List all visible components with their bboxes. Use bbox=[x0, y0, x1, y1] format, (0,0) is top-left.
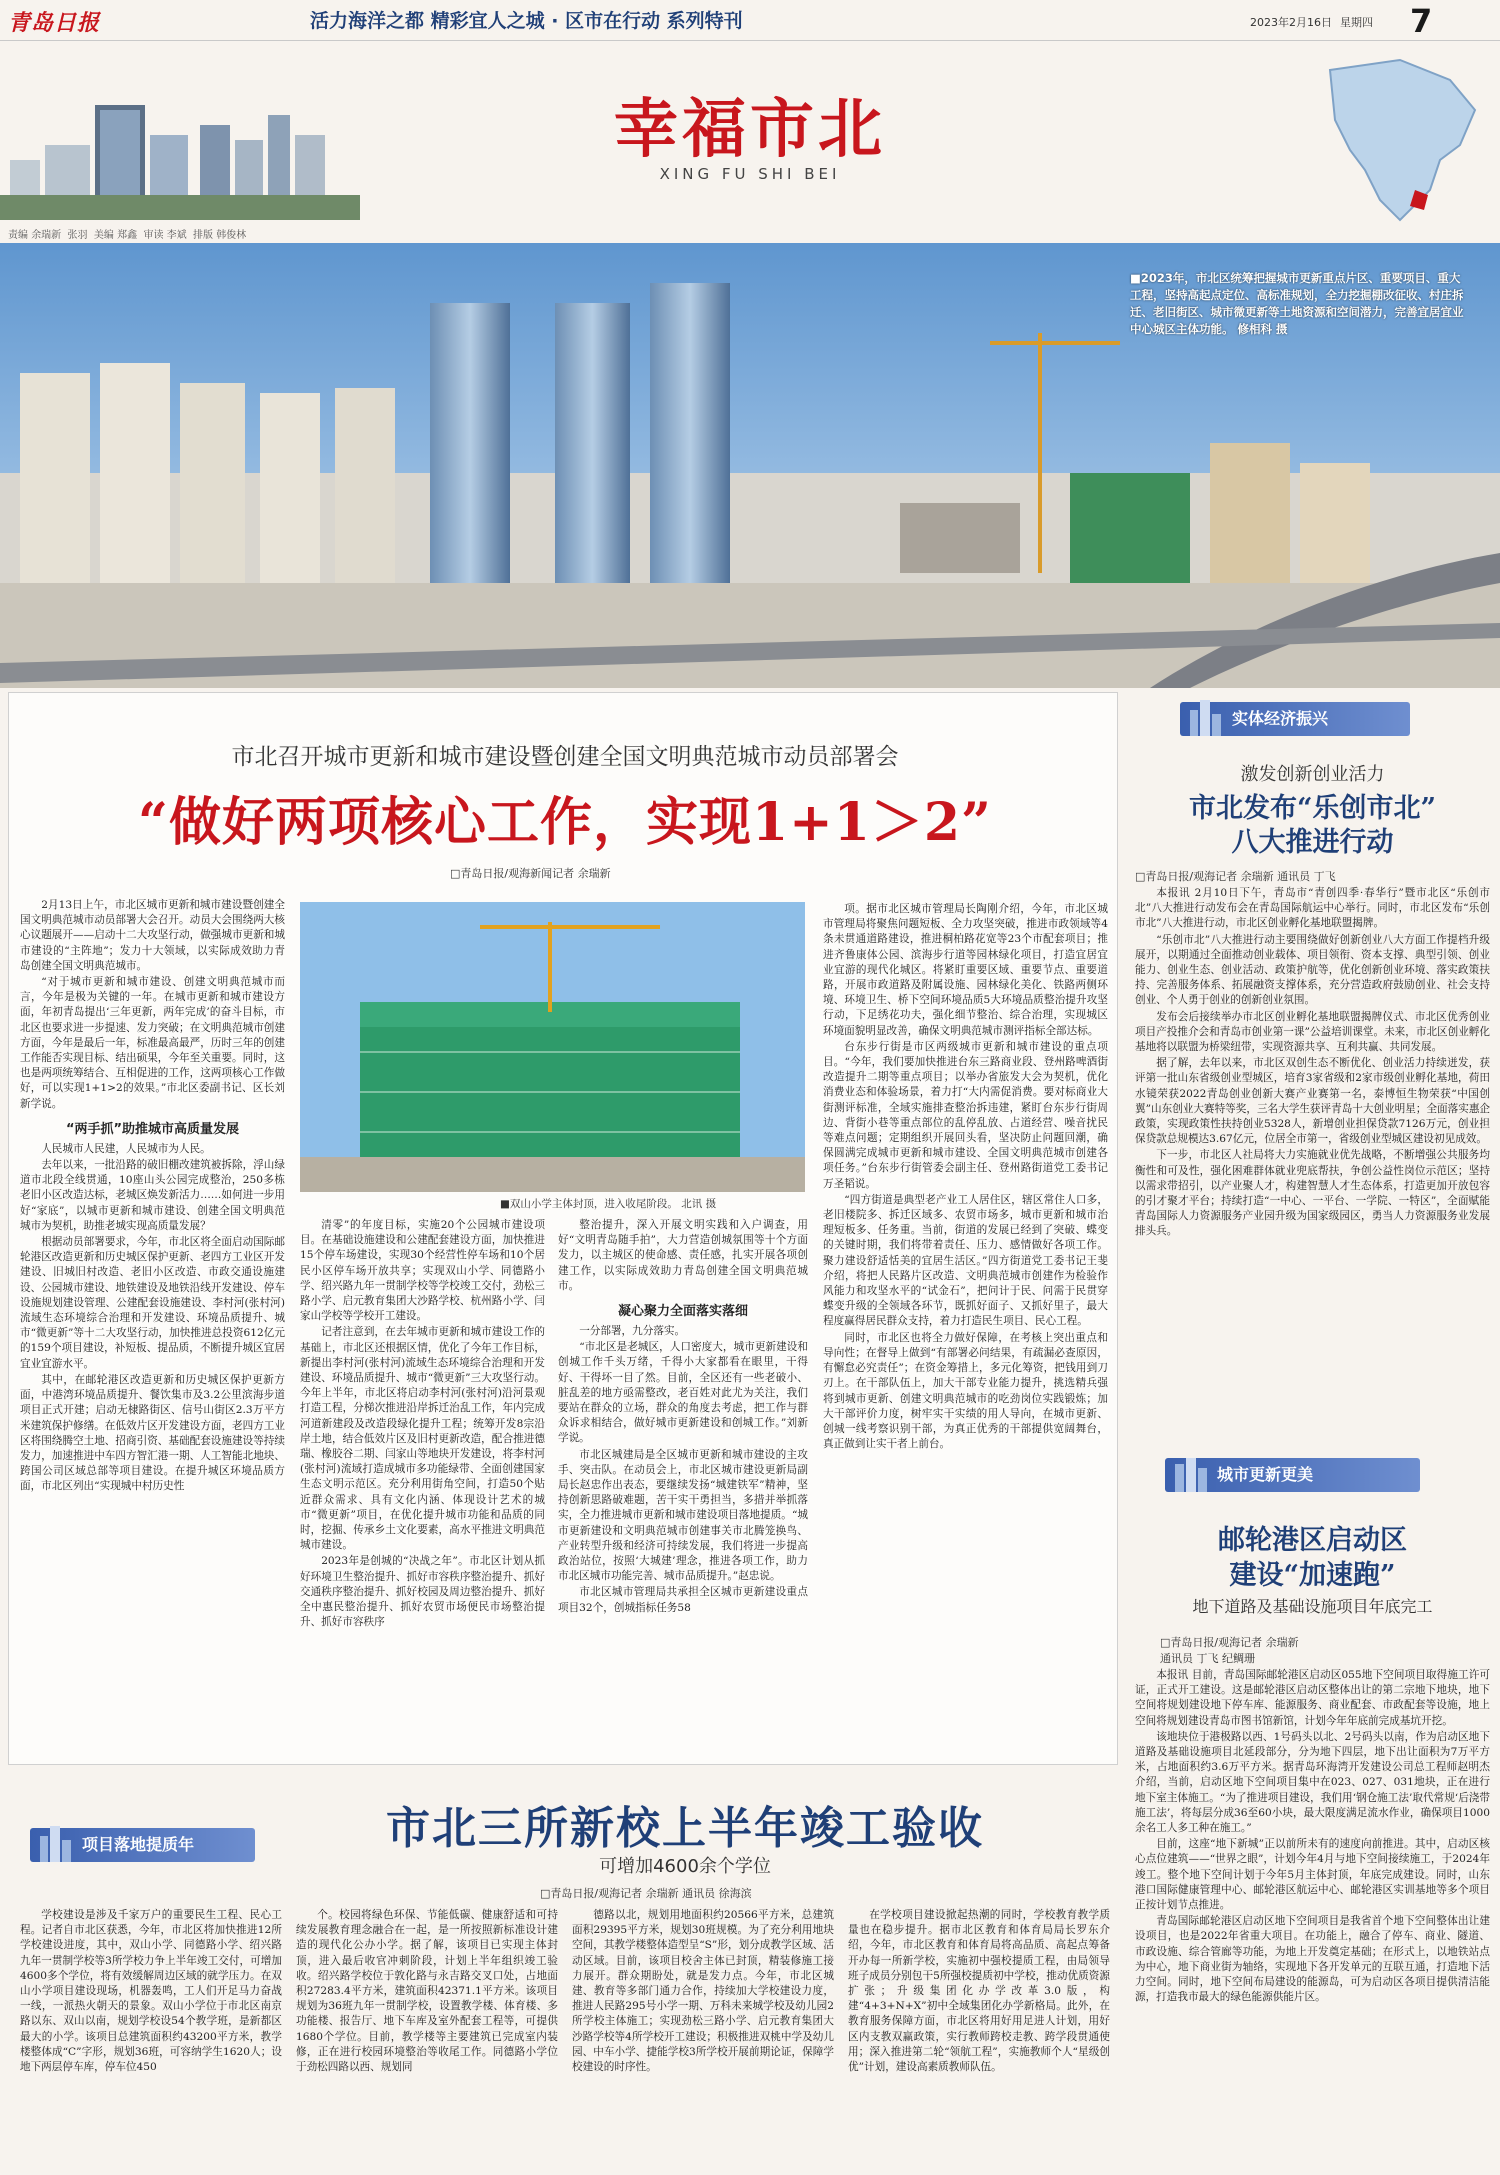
right2-headline-2: 建设“加速跑” bbox=[1229, 1560, 1396, 1591]
paragraph: 根据动员部署要求，今年，市北区将全面启动国际邮轮港区改造更新和历史城区保护更新、老四方工业区开发建设、旧城旧村改造、老旧小区改造、市政交通设施建设、公园城市建设、地铁建设及地铁沿线开发建设、停车设施规划建设管理、公建配套设施建设、李村河(张村河)流域生态环境综合治理和开发建设、环境品质提升、城市“微更新”等十二大攻坚行动，加快推进总投资612亿元的159个项目建设，补短板、提品质，不断提升城区宜居宜业宜游水平。 bbox=[20, 1236, 285, 1370]
buildings-icon bbox=[1186, 696, 1226, 736]
paragraph: 个。校园将绿色环保、节能低碳、健康舒适和可持续发展教育理念融合在一起，是一所按照新标准设计建造的现代化公办小学。据了解，该项目已实现主体封顶，进入最后收官冲刺阶段，计划上半年组织竣工验收。绍兴路学校位于敦化路与永吉路交叉口处，占地面积27283.4平方米，建筑面积42371.1平方米。该项目规划为36班九年一贯制学校，设置教学楼、体育楼、多功能楼、报告厅、地下车库及室外配套工程等，可提供1680个学位。目前，教学楼等主要建筑已完成室内装修，正在进行校园环境整治等收尾工作。同德路小学位于劲松四路以西、规划同 bbox=[296, 1909, 558, 2074]
main-headline: “做好两项核心工作，实现1+1＞2” bbox=[138, 792, 992, 853]
paragraph: 项。据市北区城市管理局长陶刚介绍，今年，市北区城市管理局将聚焦问题短板、全力攻坚突破，推进市政领域等4条未贯通道路建设，推进桐柏路花宽等23个市配套项目；推进齐鲁康体公园、滨海步行道等园林绿化项目，打造宜居宜业宜游的现代化城区。将紧盯重要区域、重要节点、重要道路，开展市政道路及附属设施、园林绿化美化、铁路两侧环境、环境卫生、桥下空间环境品质5大环境品质整治提升攻坚行动，下足绣花功夫，强化细节整治、综合治理，实现城区环境面貌明显改善，确保文明典范城市测评指标全部达标。 bbox=[823, 903, 1108, 1037]
masthead-logo: 青岛日报 bbox=[8, 10, 101, 36]
bottom-col-3 bbox=[572, 1908, 834, 2170]
paragraph: 德路以北，规划用地面积约20566平方米，总建筑面积29395平方米，规划30班规模。为了充分利用地块空间，其教学楼整体造型呈“S”形，划分成教学区域、活动区域。目前，该项目校舍主体已封顶，精装修施工接力展开。群众期盼处，就是发力点。今年，市北区城建、教育等多部门通力合作，持续加大学校建设力度，推进人民路295号小学一期、万科未来城学校及幼儿园2所学校主体施工；实现劲松三路小学、启元教育集团大沙路学校等4所学校开工建设；积极推进双桃中学及幼儿园、中车小学、捷能学校3所学校开展前期论证，保障学校建设的时序性。 bbox=[572, 1909, 834, 2074]
right1-body bbox=[1135, 886, 1490, 1401]
paragraph: 学校建设是涉及千家万户的重要民生工程、民心工程。记者自市北区获悉，今年，市北区将加快推进12所学校建设进度，其中，双山小学、同德路小学、绍兴路九年一贯制学校等3所学校力争上半年竣工交付，可增加4600多个学位，将有效缓解周边区域的就学压力。在双山小学项目建设现场，机器轰鸣，工人们开足马力奋战一线，一派热火朝天的景象。双山小学位于市北区南京路以东、双山以南，规划学校设54个教学班，是新都区最大的小学。该项目总建筑面积约43200平方米，教学楼整体成“C”字形，规划36班，可容纳学生1620人；设地下两层停车库，停车位450 bbox=[20, 1909, 282, 2074]
main-col-4 bbox=[823, 902, 1108, 1752]
main-kicker: 市北召开城市更新和城市建设暨创建全国文明典范城市动员部署会 bbox=[231, 744, 899, 770]
image-caption: ■双山小学主体封顶，进入收尾阶段。 北讯 摄 bbox=[500, 1198, 717, 1210]
school-construction-photo bbox=[300, 902, 805, 1192]
bottom-col-4 bbox=[848, 1908, 1110, 2170]
bottom-subhead: 可增加4600余个学位 bbox=[599, 1856, 771, 1877]
paragraph: 据了解，去年以来，市北区双创生态不断优化、创业活力持续迸发，获评第一批山东省级创业型城区，培育3家省级和2家市级创业孵化基地，荷田水镜荣获2022青岛创业创新大赛产业赛第一名，泰博恒生物荣获“中国创翼”山东创业大赛特等奖，三名大学生获评青岛十大创业明星；全面落实惠企政策，实现政策性扶持创业5328人，新增创业担保贷款7126万元，创业担保贷款总规模达3.67亿元，位居全市第一，省级创业型城区建设初见成效。 bbox=[1135, 1057, 1490, 1146]
paragraph: 台东步行街是市区两级城市更新和城市建设的重点项目。“今年，我们要加快推进台东三路商业段、登州路啤酒街改造提升二期等重点项目；以举办省旅发大会为契机，优化消费业态和体验场景，着力打“大内需促消费。要对标商业大街测评标准，全域实施排查整治拆违建，紧盯台东步行街周边、背街小巷等重点部位的乱停乱放、占道经营、噪音扰民等难点问题；定期组织开展回头看，坚决防止问题回潮，确保圆满完成城市更新和城市建设、全国文明典范城市创建各项任务。”台东步行街管委会副主任、登州路街道党工委书记万圣韬说。 bbox=[823, 1040, 1108, 1190]
main-col-2 bbox=[300, 1218, 545, 1753]
paragraph: 目前，这座“地下新城”正以前所未有的速度向前推进。其中，启动区核心点位建筑——“世界之眼”，计划今年4月与地下空间接续施工，于2024年竣工。整个地下空间计划于今年5月主体封顶，年底完成建设。同时，山东港口国际健康管理中心、邮轮港区航运中心、邮轮港区实训基地等多个项目正按计划节点推进。 bbox=[1135, 1838, 1490, 1912]
main-col-1 bbox=[20, 898, 285, 1748]
section-tag-urban: 城市更新更美 bbox=[1165, 1458, 1420, 1492]
paragraph: 去年以来，一批沿路的破旧棚改建筑被拆除，浮山绿道市北段全线贯通，10座山头公园完成整治，250多栋老旧小区改造达标，老城区焕发新活力……如何进一步用好“家底”，以城市更新和城市建设、创建全国文明典范城市为契机，助推老城实现高质量发展？ bbox=[20, 1159, 285, 1232]
right2-byline-1: □青岛日报/观海记者 余瑞新 bbox=[1160, 1636, 1299, 1649]
buildings-icon bbox=[1171, 1452, 1211, 1492]
bottom-byline: □青岛日报/观海记者 余瑞新 通讯员 徐海滨 bbox=[540, 1887, 752, 1900]
section-tag-economy: 实体经济振兴 bbox=[1180, 702, 1410, 736]
paragraph: 发布会后接续举办市北区创业孵化基地联盟揭牌仪式、市北区优秀创业项目产投推介会和青岛市创业第一课”公益培训课堂。未来，市北区创业孵化基地将以联盟为桥梁纽带，实现资源共享、互利共赢、共同发展。 bbox=[1135, 1010, 1490, 1054]
right2-subhead: 地下道路及基础设施项目年底完工 bbox=[1192, 1597, 1433, 1616]
right2-body bbox=[1135, 1668, 1490, 2168]
paragraph: 本报讯 目前，青岛国际邮轮港区启动区055地下空间项目取得施工许可证，正式开工建设。这是邮轮港区启动区整体出让的第二宗地下地块，地下空间将规划建设地下停车库、能源服务、商业配套、市政配套等设施，地上空间将规划建设青岛市图书馆新馆，计划今年年底前完成基坑开挖。 bbox=[1135, 1669, 1490, 1727]
paragraph: 2月13日上午，市北区城市更新和城市建设暨创建全国文明典范城市动员部署大会召开。动员大会围绕两大核心议题展开——启动十二大攻坚行动，做强城市更新和城市建设的“主阵地”；发力十大领域，以实际成效助力青岛创建全国文明典范城市。 bbox=[20, 899, 285, 972]
staff-line: 责编 余瑞新 张羽 美编 郑鑫 审读 李斌 排版 韩俊林 bbox=[8, 230, 247, 241]
paragraph: 下一步，市北区人社局将大力实施就业优先战略，不断增强公共服务均衡性和可及性，强化困难群体就业兜底帮扶，争创公益性岗位示范区；坚持以需求带招引，以产业聚人才，构建智慧人才生态体系，打造更加开放包容的引才聚才平台；持续打造“一中心、一平台、一学院、一特区”，全面赋能青岛国际人力资源服务产业园升级为国家级园区，勇当人力资源服务业发展排头兵。 bbox=[1135, 1149, 1490, 1238]
page-number: 7 bbox=[1410, 2, 1433, 40]
header-rule bbox=[0, 40, 1500, 41]
qingdao-map-icon bbox=[1310, 50, 1490, 240]
right1-headline-2: 八大推进行动 bbox=[1231, 827, 1394, 858]
paragraph: 本报讯 2月10日下午，青岛市“青创四季·春华行”暨市北区“乐创市北”八大推进行动发布会在青岛国际航运中心举行。同时，市北区发布“乐创市北”八大推进行动，市北区创业孵化基地联盟揭牌。 bbox=[1135, 887, 1490, 930]
buildings-icon bbox=[36, 1822, 76, 1862]
main-col-3 bbox=[558, 1218, 808, 1753]
paragraph: 在学校项目建设掀起热潮的同时，学校教育教学质量也在稳步提升。据市北区教育和体育局局长罗东介绍，今年，市北区教育和体育局将高品质、高起点筹备开办每一所新学校，实施初中强校提质工程，由局领导班子成员分别包干5所强校提质初中学校，推动优质资源扩张；升级集团化办学改革3.0版，构建“4+3+N+X”初中全域集团化办学新格局。此外，在教育服务保障方面，市北区将用好用足进人计划，用好区内支教双赢政策，实行教师跨校走教、跨学段贯通使用；深入推进第二轮“领航工程”，实施教师个人“星级创优”计划，建设高素质教师队伍。 bbox=[848, 1909, 1110, 2074]
paragraph: 整治提升，深入开展文明实践和入户调查，用好“文明青岛随手拍”，大力营造创城氛围等十个方面发力，以主城区的使命感、责任感，扎实开展各项创建工作，以实际成效助力青岛创建全国文明典范城市。 bbox=[558, 1219, 808, 1292]
paragraph: 2023年是创城的“决战之年”。市北区计划从抓好环境卫生整治提升、抓好市容秩序整治提升、抓好交通秩序整治提升、抓好校园及周边整治提升、抓好全中惠民整治提升、抓好农贸市场便民市场整治提升、抓好市容秩序 bbox=[300, 1555, 545, 1629]
paragraph: 市北区城建局是全区城市更新和城市建设的主攻手、突击队。在动员会上，市北区城市建设更新局副局长赵忠作出表态，要继续发扬“城建铁军”精神，坚持创新思路破难题，苦干实干勇担当，多措并举抓落实，全力推进城市更新和城市建设项目落地提质。“城市更新建设和文明典范城市创建事关市北腾笼换鸟、产业转型升级和经济可持续发展，我们将进一步提高政治站位，按照‘大城建’理念，推进各项工作，助力市北区城市功能完善、城市品质提升。”赵忠说。 bbox=[558, 1448, 808, 1583]
skyline-illustration bbox=[0, 85, 360, 220]
subheading: “两手抓”助推城市高质量发展 bbox=[65, 1121, 240, 1137]
bottom-headline: 市北三所新校上半年竣工验收 bbox=[386, 1803, 984, 1854]
bottom-col-2 bbox=[296, 1908, 558, 2170]
right2-byline-2: 通讯员 丁飞 纪鲷珊 bbox=[1160, 1652, 1255, 1665]
paragraph: 清零”的年度目标，实施20个公园城市建设项目。在基础设施建设和公建配套建设方面，加快推进15个停车场建设，实现30个经营性停车场和10个居民小区停车场开放共享；实现双山小学、同德路小学、绍兴路九年一贯制学校等学校竣工交付，劲松三路小学、启元教育集团大沙路学校、杭州路小学、闫家山学校等学校开工建设。 bbox=[300, 1219, 545, 1323]
paragraph: 青岛国际邮轮港区启动区地下空间项目是我省首个地下空间整体出让建设项目，也是2022年省重大项目。在功能上，融合了停车、商业、隧道、市政设施、综合管廊等功能，为地上开发奠定基础；在形式上，以地铁站点为中心，地下商业街为轴络，实现地下各开发单元的互联互通，打造地下活力空间。同时，地下空间布局建设的能源岛，可为启动区各项目提供清洁能源，打造我市最大的绿色能源供能片区。 bbox=[1135, 1915, 1490, 2004]
subheading: 凝心聚力全面落实落细 bbox=[617, 1304, 748, 1320]
bottom-col-1 bbox=[20, 1908, 282, 2170]
paragraph: 记者注意到，在去年城市更新和城市建设工作的基础上，市北区还根据区情，优化了今年工作目标，新提出李村河(张村河)流域生态环境综合治理和开发建设、环境品质提升、城市“微更新”三大攻坚行动。今年上半年，市北区将启动李村河(张村河)沿河景观打造工程，分梯次推进沿岸拆迁治乱工作，年内完成河道新建段及改造段绿化提升工程；统筹开发8宗沿岸土地，结合低效片区及旧村更新改造，配合推进德瑞、橡胶谷二期、闫家山等地块开发建设，将李村河(张村河)流域打造成城市多功能绿带、全面创建国家生态文明示范区。充分利用街角空间，打造50个贴近群众需求、具有文化内涵、体现设计艺术的城市“微更新”项目，在优化提升城市功能和品质的同时，挖掘、传承乡土文化要素，高水平推进文明典范城市建设。 bbox=[300, 1326, 545, 1552]
main-byline: □青岛日报/观海新闻记者 余瑞新 bbox=[450, 867, 611, 880]
right2-headline-1: 邮轮港区启动区 bbox=[1218, 1525, 1407, 1556]
right1-kicker: 激发创新创业活力 bbox=[1240, 764, 1385, 785]
paragraph: “乐创市北”八大推进行动主要围绕做好创新创业八大方面工作提档升级展开，以期通过全面推动创业载体、项目领衔、资本支撑、典型引领、创业能力、创业生态、创业活动、政策护航等，优化创新创业环境、落实政策扶持、完善服务体系、拓展融资支撑体系，充分营造政府鼓励创业、社会支持创业、个人勇于创业的创新创业氛围。 bbox=[1135, 933, 1490, 1007]
right1-byline: □青岛日报/观海记者 余瑞新 通讯员 丁飞 bbox=[1135, 870, 1336, 883]
paragraph: 同时，市北区也将全力做好保障，在考核上突出重点和导向性；在督导上做到“有部署必问结果，有疏漏必查原因，有懈怠必究责任”；在资金筹措上，多元化筹资，把钱用到刀刃上。在干部队伍上，加大干部专业能力提升，挑选精兵强将到城市更新、创建文明典范城市的吃劲岗位实践锻炼；加大干部评价力度，树牢实干实绩的用人导向，在城市更新、创城一线考察识别干部，为真正优秀的干部提供宽阔舞台，真正做到让实干者上前台。 bbox=[823, 1331, 1108, 1451]
section-pinyin: XING FU SHI BEI bbox=[659, 165, 841, 183]
section-title: 幸福市北 bbox=[614, 92, 886, 167]
series-title: 活力海洋之都 精彩宜人之城 · 区市在行动 系列特刊 bbox=[310, 10, 743, 32]
issue-weekday: 星期四 bbox=[1340, 16, 1373, 29]
photo-caption: ■2023年，市北区统筹把握城市更新重点片区、重要项目、重大工程，坚持高起点定位、高标准规划，全力挖掘棚改征收、村庄拆迁、老旧街区、城市微更新等土地资源和空间潜力，完善宜居宜业中心城区主体功能。 修相科 摄 bbox=[1130, 271, 1464, 336]
paragraph: “对于城市更新和城市建设、创建文明典范城市而言，今年是极为关键的一年。在城市更新和城市建设方面，年初青岛提出‘三年更新，两年完成’的奋斗目标，市北区也要求进一步提速、发力突破；在文明典范城市创建方面，今年是最后一年，标准最高最严，历时三年的创建工作能否实现目标、结出硕果，今年至关重要。同时，这也是两项统筹结合、互相促进的工作，这两项核心工作做好，可以实现1+1>2的效果。”市北区委副书记、区长刘新学说。 bbox=[20, 976, 285, 1110]
paragraph: “四方街道是典型老产业工人居住区，辖区常住人口多，老旧楼院多、拆迁区域多、农贸市场多，城市更新和城市治理短板多、任务重。当前，街道的发展已经到了突破、蝶变的关键时期，我们将带着责任、压力、感情做好各项工作。聚力建设舒适恬美的宜居生活区。”四方街道党工委书记王斐介绍，将把人民路片区改造、文明典范城市创建作为检验作风能力和攻坚水平的“试金石”，把问计于民、问需于民贯穿蝶变升级的全领域各环节，既抓好面子、又抓好里子，最大程度赢得居民群众支持，着力打造民生项目、民心工程。 bbox=[823, 1193, 1108, 1328]
paragraph: 人民城市人民建，人民城市为人民。 bbox=[41, 1142, 211, 1155]
paragraph: 一分部署，九分落实。 bbox=[579, 1325, 686, 1338]
paragraph: 市北区城市管理局共承担全区城市更新建设重点项目32个，创城指标任务58 bbox=[558, 1586, 808, 1614]
section-tag-projects: 项目落地提质年 bbox=[30, 1828, 255, 1862]
paragraph: 其中，在邮轮港区改造更新和历史城区保护更新方面，中港湾环境品质提升、餐饮集市及3.2公里滨海步道项目正式开建；启动无棣路街区、信号山街区2.3万平方米建筑保护修缮。在低效片区开发建设方面，老四方工业区将围绕腾空土地、招商引资、基础配套设施建设等持续发力，加速推进中车四方智汇港一期、人工智能北地块、跨国公司区域总部等项目建设。在提升城区环境品质方面，市北区列出“实现城中村历史性 bbox=[20, 1373, 285, 1493]
issue-date: 2023年2月16日 bbox=[1250, 16, 1332, 29]
paragraph: 该地块位于港极路以西、1号码头以北、2号码头以南，作为启动区地下道路及基础设施项目北延段部分，分为地下四层，地下出让面积为7万平方米，占地面积约3.6万平方米。据青岛环海湾开发建设公司总工程师赵明杰介绍，当前，启动区地下空间项目集中在023、027、031地块，正在进行地下室主体施工。“为了推进项目建设，我们用‘钢仓施工法’取代常规‘后浇带施工法’，将每层分成36至60小块，最大限度满足流水作业，确保项目1000余名工人多工种在施工。” bbox=[1135, 1730, 1490, 1835]
paragraph: “市北区是老城区，人口密度大，城市更新建设和创城工作千头万绪，千得小大家都看在眼里，干得好、干得坏一目了然。目前，全区还有一些老破小、脏乱差的地方亟需整改，老百姓对此尤为关注，我们要站在群众的立场，群众的角度去考虑，把工作与群众诉求相结合，做好城市更新建设和创城工作。”刘新学说。 bbox=[558, 1341, 808, 1445]
right1-headline-1: 市北发布“乐创市北” bbox=[1188, 793, 1437, 824]
